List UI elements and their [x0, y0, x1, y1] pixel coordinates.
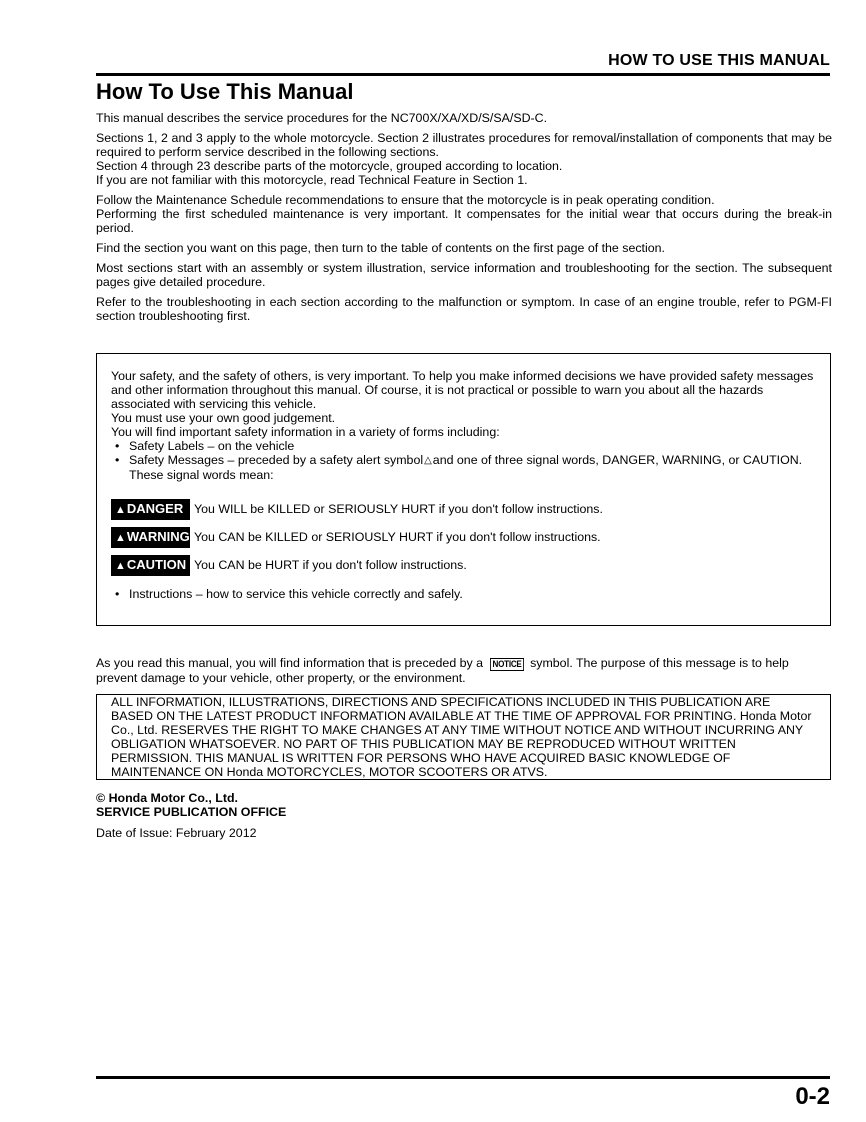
warning-triangle-icon: ▲	[115, 503, 126, 516]
intro-paragraph-maintenance	[96, 193, 832, 235]
safety-forms: You will find important safety information in a variety of forms including:	[111, 425, 500, 439]
page-title: How To Use This Manual	[96, 79, 354, 104]
issue-date: Date of Issue: February 2012	[96, 826, 257, 840]
list-item	[115, 587, 816, 601]
notice-text-b: symbol. The purpose of this message is to help prevent damage to your vehicle, other property, or the environment.	[96, 656, 789, 685]
legal-text: ALL INFORMATION, ILLUSTRATIONS, DIRECTIONS AND SPECIFICATIONS INCLUDED IN THIS PUBLICATION ARE BASED ON THE LATEST PRODUCT INFORMATION AVAILABLE AT THE TIME OF APPROVAL FOR PRINTING. Honda Motor Co., Ltd. RESERVES THE RIGHT TO MAKE CHANGES AT ANY TIME WITHOUT NOTICE AND WITHOUT INCURRING ANY OBLIGATION WHATSOEVER. NO PART OF THIS PUBLICATION MAY BE REPRODUCED WITHOUT WRITTEN PERMISSION. THIS MANUAL IS WRITTEN FOR PERSONS WHO HAVE ACQUIRED BASIC KNOWLEDGE OF MAINTENANCE ON Honda MOTORCYCLES, MOTOR SCOOTERS OR ATVS.	[111, 695, 812, 779]
legal-disclaimer	[96, 694, 831, 780]
safety-judgement: You must use your own good judgement.	[111, 411, 336, 425]
notice-paragraph	[96, 656, 832, 685]
caution-label: CAUTION	[126, 556, 187, 572]
sections-line-2: Section 4 through 23 describe parts of the motorcycle, grouped according to location.	[96, 159, 563, 173]
danger-text: You WILL be KILLED or SERIOUSLY HURT if you don't follow instructions.	[194, 502, 603, 516]
danger-badge	[111, 499, 190, 520]
copyright-line: © Honda Motor Co., Ltd.	[96, 791, 238, 805]
maintenance-line-2: Performing the first scheduled maintenance is very important. It compensates for the initial wear that occurs during the break-in period.	[96, 207, 832, 235]
intro-paragraph-sections	[96, 131, 832, 187]
bottom-rule	[96, 1076, 830, 1079]
intro-paragraph-find-section: Find the section you want on this page, then turn to the table of contents on the first page of the section.	[96, 241, 665, 255]
warning-row	[111, 523, 816, 551]
publication-office: SERVICE PUBLICATION OFFICE	[96, 805, 287, 819]
bullet-icon: •	[115, 439, 120, 453]
danger-row	[111, 495, 816, 523]
intro-paragraph-structure: Most sections start with an assembly or system illustration, service information and troubleshooting for the section. The subsequent pages give detailed procedure.	[96, 261, 832, 289]
intro-section	[96, 111, 832, 329]
warning-badge	[111, 527, 190, 548]
caution-badge	[111, 555, 190, 576]
caution-text: You CAN be HURT if you don't follow instructions.	[194, 558, 467, 572]
safety-messages-text-b: and one of three signal words, DANGER, WARNING, or CAUTION. These signal words mean:	[129, 453, 803, 482]
intro-paragraph-scope: This manual describes the service procedures for the NC700X/XA/XD/S/SA/SD-C.	[96, 111, 548, 125]
warning-label: WARNING	[126, 528, 190, 544]
signal-words	[111, 495, 816, 579]
list-item	[115, 453, 816, 482]
safety-intro: Your safety, and the safety of others, is very important. To help you make informed decisions we have provided safety messages and other information throughout this manual. Of course, it is not practical or possible to warn you about all the hazards associated with servicing this vehicle.	[111, 369, 814, 411]
warning-triangle-icon: ▲	[115, 559, 126, 572]
danger-label: DANGER	[126, 500, 184, 516]
list-item	[115, 439, 816, 453]
bullet-icon: •	[115, 453, 120, 467]
bullet-icon: •	[115, 587, 120, 601]
running-head: HOW TO USE THIS MANUAL	[608, 52, 830, 69]
maintenance-line-1: Follow the Maintenance Schedule recommendations to ensure that the motorcycle is in peak operating condition.	[96, 193, 715, 207]
intro-paragraph-troubleshooting: Refer to the troubleshooting in each section according to the malfunction or symptom. In case of an engine trouble, refer to PGM-FI section troubleshooting first.	[96, 295, 832, 323]
sections-line-3: If you are not familiar with this motorcycle, read Technical Feature in Section 1.	[96, 173, 528, 187]
caution-row	[111, 551, 816, 579]
instructions-text: Instructions – how to service this vehicle correctly and safely.	[129, 587, 463, 601]
safety-labels-text: Safety Labels – on the vehicle	[129, 439, 295, 453]
safety-box	[96, 353, 831, 626]
instructions-list	[111, 587, 816, 601]
notice-text-a: As you read this manual, you will find information that is preceded by a	[96, 656, 484, 670]
warning-text: You CAN be KILLED or SERIOUSLY HURT if you don't follow instructions.	[194, 530, 601, 544]
publisher-block	[96, 791, 286, 819]
warning-triangle-icon: ▲	[115, 531, 126, 544]
safety-list	[111, 439, 816, 482]
sections-line-1: Sections 1, 2 and 3 apply to the whole motorcycle. Section 2 illustrates procedures for removal/installation of components that may be required to perform service described in the following sections.	[96, 131, 832, 159]
top-rule	[96, 73, 830, 76]
safety-messages-text-a: Safety Messages – preceded by a safety alert symbol	[129, 453, 424, 467]
page-number: 0-2	[795, 1083, 830, 1110]
safety-alert-icon: △	[424, 455, 432, 466]
notice-symbol: NOTICE	[490, 658, 524, 671]
